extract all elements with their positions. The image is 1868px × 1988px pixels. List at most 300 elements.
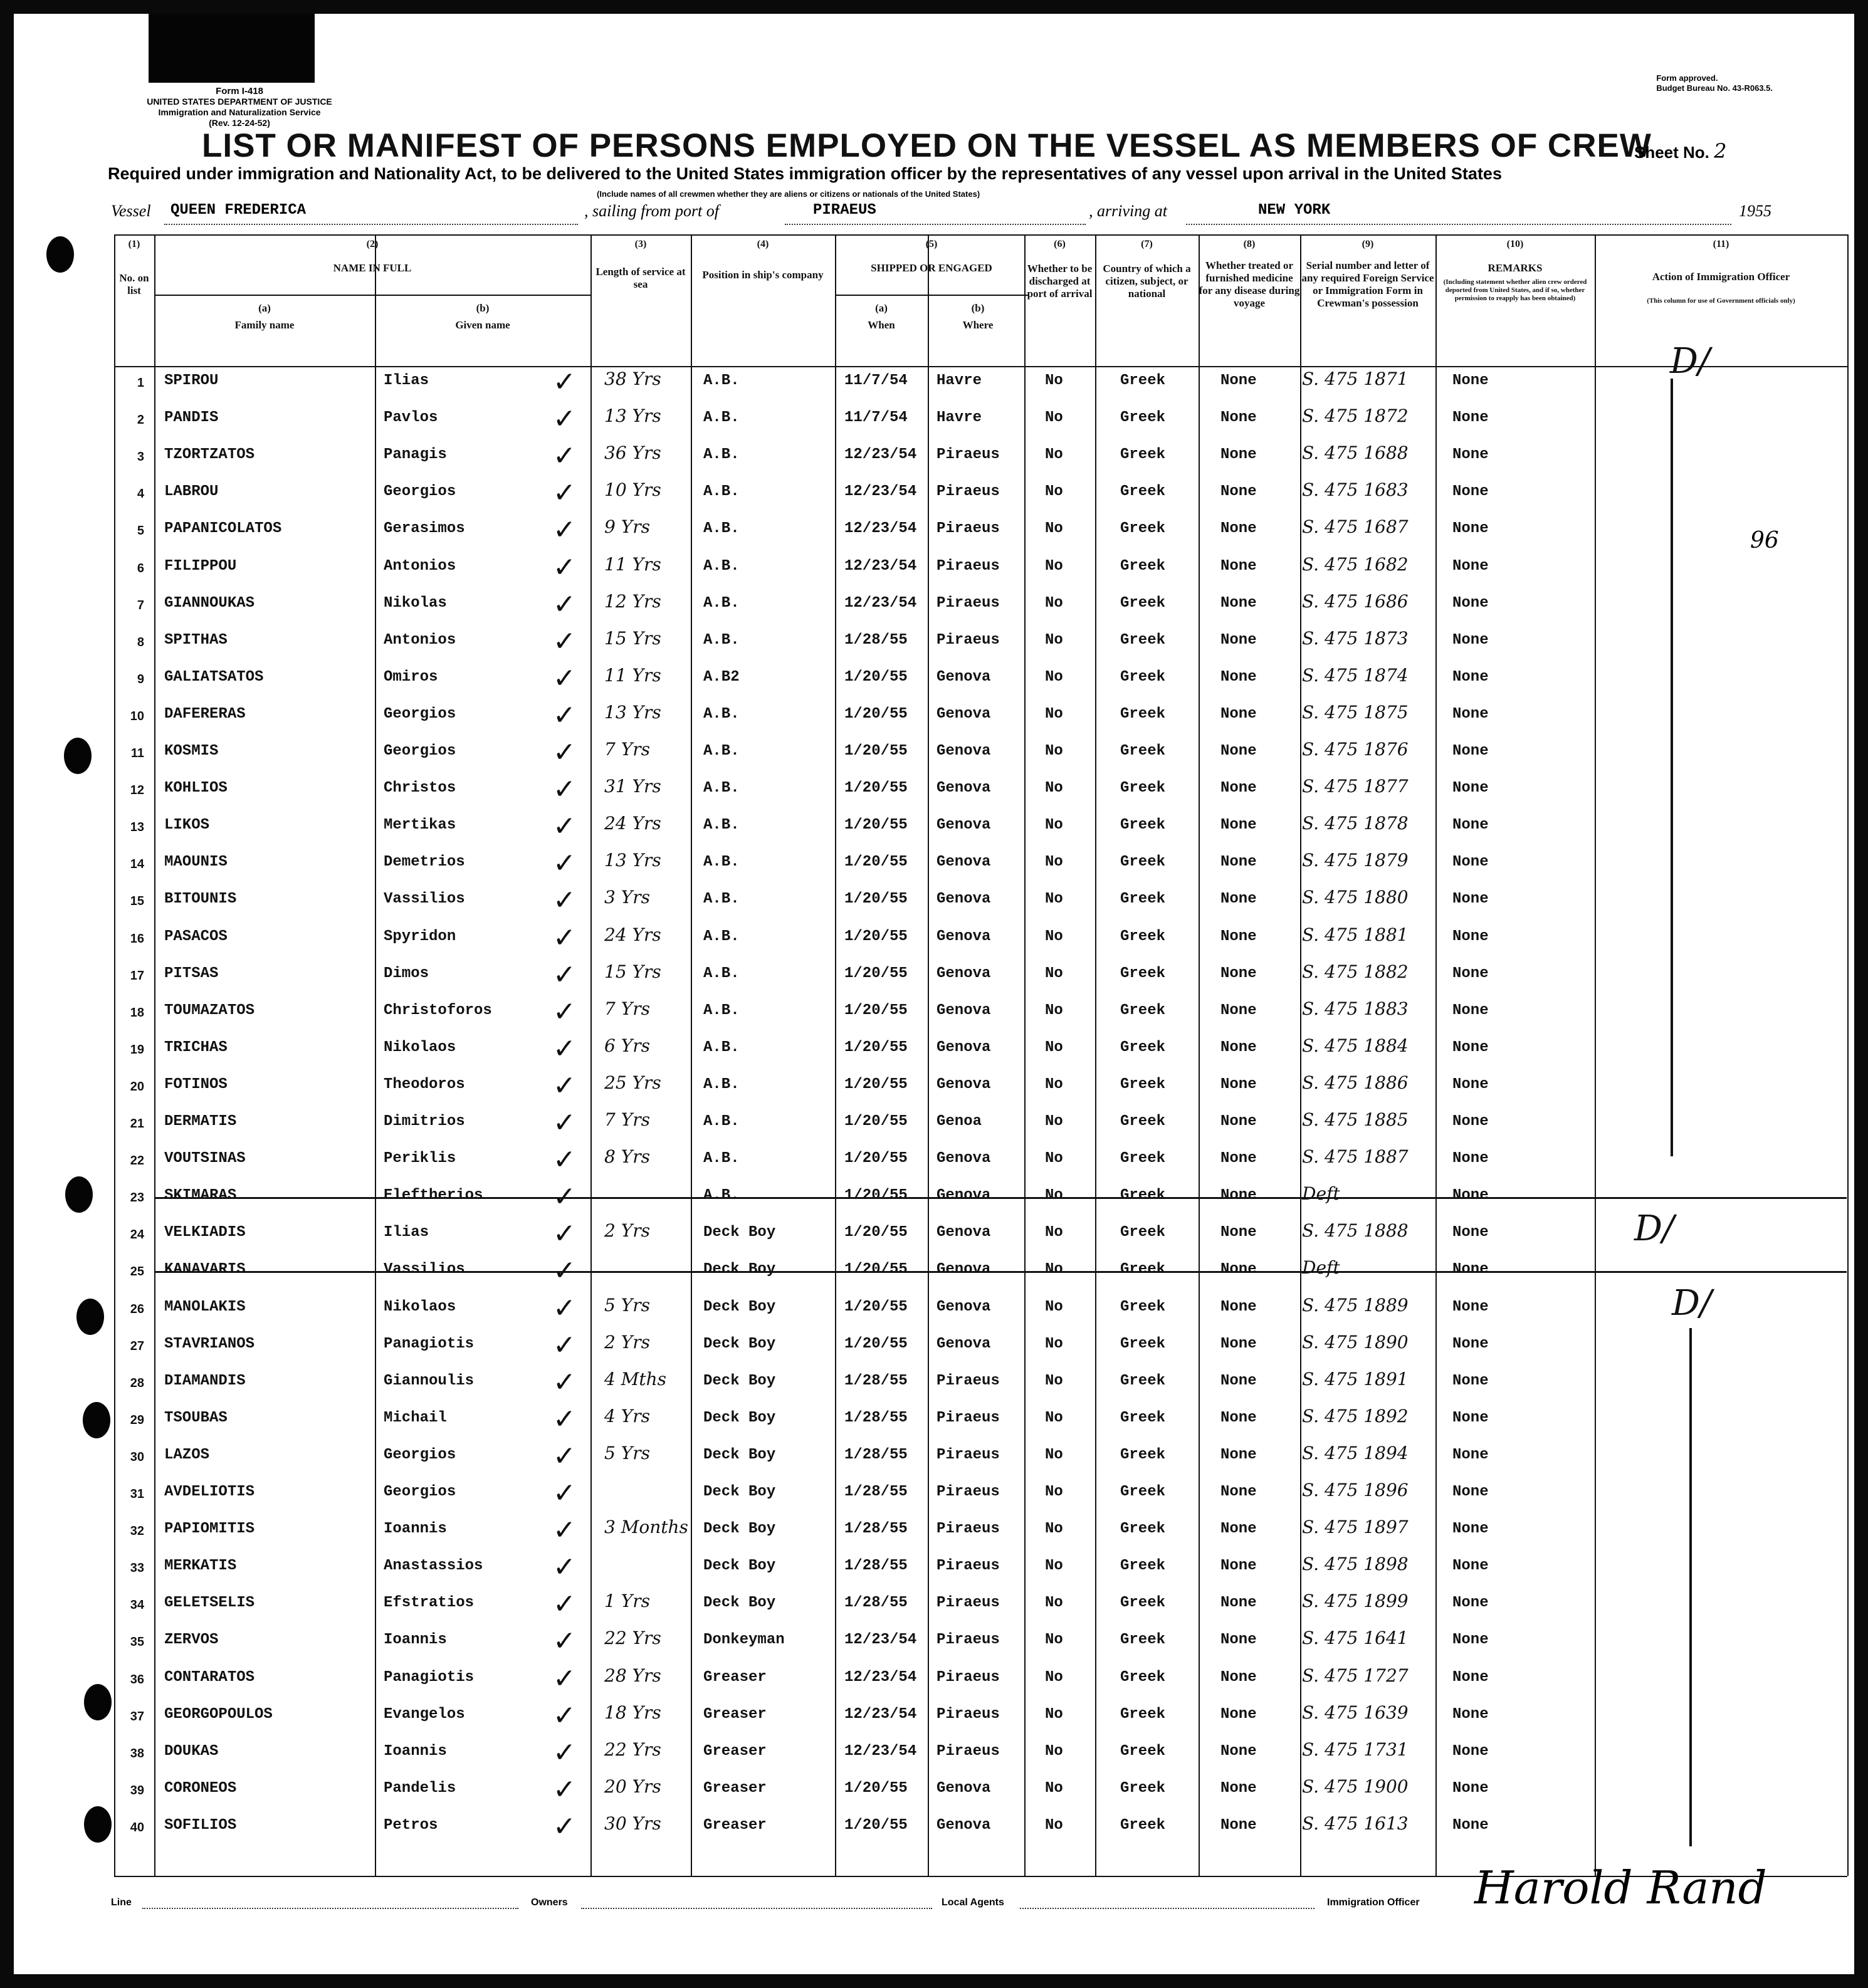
medicine: None <box>1220 557 1257 575</box>
check-mark: ✓ <box>553 773 576 806</box>
footer-line-1 <box>142 1908 518 1909</box>
shipped-where: Havre <box>937 372 982 389</box>
punch-hole <box>64 738 92 774</box>
given-name: Georgios <box>384 705 456 723</box>
shipped-when: 1/20/55 <box>844 1150 908 1168</box>
shipped-when: 1/20/55 <box>844 743 908 760</box>
shipped-where: Genova <box>937 1335 991 1352</box>
shipped-where: Piraeus <box>937 1668 1000 1686</box>
row-number: 12 <box>130 783 144 798</box>
family-name: MAOUNIS <box>164 854 228 871</box>
medicine: None <box>1220 372 1257 389</box>
footer-officer-label: Immigration Officer <box>1327 1897 1420 1908</box>
shipped-where: Genoa <box>937 1113 982 1130</box>
discharge: No <box>1045 1705 1063 1723</box>
check-mark: ✓ <box>553 1773 576 1806</box>
discharge: No <box>1045 1446 1063 1463</box>
country: Greek <box>1120 409 1166 427</box>
service-length: 18 Yrs <box>604 1702 661 1723</box>
serial-number: S. 475 1878 <box>1302 813 1409 834</box>
remarks: None <box>1452 409 1489 427</box>
check-mark: ✓ <box>553 847 576 880</box>
check-mark: ✓ <box>553 1699 576 1732</box>
check-mark: ✓ <box>553 1403 576 1435</box>
given-name: Omiros <box>384 668 438 686</box>
family-name: FILIPPOU <box>164 557 237 575</box>
service-length: 36 Yrs <box>604 442 661 464</box>
check-mark: ✓ <box>553 736 576 768</box>
shipped-where: Genova <box>937 1150 991 1168</box>
family-name: LAZOS <box>164 1446 210 1463</box>
country: Greek <box>1120 1668 1166 1686</box>
serial-number: S. 475 1887 <box>1302 1146 1409 1168</box>
footer-line-label: Line <box>111 1897 132 1908</box>
family-name: GELETSELIS <box>164 1594 255 1612</box>
service-length: 4 Yrs <box>604 1405 650 1426</box>
given-name: Spyridon <box>384 928 456 945</box>
medicine: None <box>1220 483 1257 501</box>
country: Greek <box>1120 1631 1166 1649</box>
family-name: PAPANICOLATOS <box>164 520 282 538</box>
medicine: None <box>1220 1742 1257 1760</box>
row-number: 23 <box>130 1191 144 1205</box>
family-name: TZORTZATOS <box>164 446 255 464</box>
remarks: None <box>1452 372 1489 389</box>
given-name: Theodoros <box>384 1075 465 1093</box>
serial-number: S. 475 1683 <box>1302 479 1409 501</box>
given-name: Eleftherios <box>384 1187 483 1205</box>
remarks: None <box>1452 1594 1489 1612</box>
shipped-when: 1/20/55 <box>844 1779 908 1797</box>
remarks: None <box>1452 1038 1489 1056</box>
row-number: 38 <box>130 1746 144 1760</box>
remarks: None <box>1452 1002 1489 1019</box>
shipped-where: Genova <box>937 928 991 945</box>
position: Deck Boy <box>703 1372 776 1389</box>
country: Greek <box>1120 1298 1166 1316</box>
given-name: Antonios <box>384 631 456 649</box>
column-divider <box>928 234 929 1876</box>
column-divider <box>154 234 155 1876</box>
remarks: None <box>1452 446 1489 464</box>
vessel-underline <box>164 224 578 225</box>
service-length: 13 Yrs <box>604 405 661 427</box>
country: Greek <box>1120 1335 1166 1352</box>
family-name: VELKIADIS <box>164 1224 246 1242</box>
serial-number: S. 475 1892 <box>1302 1405 1409 1426</box>
remarks: None <box>1452 1705 1489 1723</box>
serial-number: S. 475 1727 <box>1302 1665 1409 1686</box>
discharge: No <box>1045 1483 1063 1500</box>
family-name: SKIMARAS <box>164 1187 237 1205</box>
family-name: KANAVARIS <box>164 1261 246 1279</box>
family-name: DERMATIS <box>164 1113 237 1130</box>
shipped-where: Piraeus <box>937 1705 1000 1723</box>
shipped-when: 1/28/55 <box>844 1520 908 1538</box>
discharge: No <box>1045 409 1063 427</box>
shipped-when: 1/20/55 <box>844 780 908 797</box>
row-number: 19 <box>130 1042 144 1057</box>
check-mark: ✓ <box>553 1144 576 1176</box>
given-name: Christos <box>384 780 456 797</box>
family-name: ZERVOS <box>164 1631 219 1649</box>
service-length: 4 Mths <box>604 1368 667 1389</box>
country: Greek <box>1120 1113 1166 1130</box>
shipped-when: 1/20/55 <box>844 891 908 908</box>
serial-number: S. 475 1687 <box>1302 516 1409 538</box>
shipped-when: 1/20/55 <box>844 1113 908 1130</box>
position: Deck Boy <box>703 1224 776 1242</box>
serial-number: S. 475 1891 <box>1302 1368 1409 1389</box>
family-name: STAVRIANOS <box>164 1335 255 1352</box>
serial-number: S. 475 1874 <box>1302 664 1409 686</box>
punch-hole <box>46 236 74 273</box>
shipped-when: 1/28/55 <box>844 1557 908 1575</box>
family-name: DOUKAS <box>164 1742 219 1760</box>
column-header: (b) <box>971 302 985 314</box>
row-number: 30 <box>130 1450 144 1464</box>
shipped-where: Piraeus <box>937 1520 1000 1538</box>
medicine: None <box>1220 1038 1257 1056</box>
position: Deck Boy <box>703 1594 776 1612</box>
year: 1955 <box>1739 202 1771 220</box>
position: A.B. <box>703 705 740 723</box>
shipped-where: Genova <box>937 743 991 760</box>
shipped-when: 1/20/55 <box>844 1816 908 1834</box>
check-mark: ✓ <box>553 1329 576 1361</box>
given-name: Nikolaos <box>384 1038 456 1056</box>
shipped-where: Piraeus <box>937 1483 1000 1500</box>
check-mark: ✓ <box>553 1292 576 1324</box>
check-mark: ✓ <box>553 1181 576 1213</box>
row-number: 10 <box>130 709 144 723</box>
service-length: 11 Yrs <box>604 553 661 575</box>
medicine: None <box>1220 1520 1257 1538</box>
family-name: LIKOS <box>164 817 210 834</box>
given-name: Ioannis <box>384 1520 447 1538</box>
family-name: VOUTSINAS <box>164 1150 246 1168</box>
footer-line-3 <box>1020 1908 1314 1909</box>
given-name: Michail <box>384 1409 447 1426</box>
serial-number: Deft <box>1302 1183 1340 1205</box>
check-mark: ✓ <box>553 1107 576 1139</box>
shipped-when: 11/7/54 <box>844 409 908 427</box>
shipped-where: Genova <box>937 1038 991 1056</box>
remarks: None <box>1452 631 1489 649</box>
action-mark: D/ <box>1634 1208 1674 1250</box>
serial-number: S. 475 1883 <box>1302 998 1409 1019</box>
shipped-where: Genova <box>937 705 991 723</box>
column-header: (1) <box>128 239 140 249</box>
shipped-when: 1/28/55 <box>844 1483 908 1500</box>
row-number: 32 <box>130 1524 144 1539</box>
column-header: (6) <box>1054 239 1066 249</box>
given-name: Georgios <box>384 743 456 760</box>
shipped-where: Genova <box>937 1002 991 1019</box>
serial-number: S. 475 1888 <box>1302 1220 1409 1242</box>
check-mark: ✓ <box>553 366 576 398</box>
service-length: 3 Yrs <box>604 887 650 908</box>
discharge: No <box>1045 1816 1063 1834</box>
discharge: No <box>1045 1631 1063 1649</box>
given-name: Georgios <box>384 1446 456 1463</box>
country: Greek <box>1120 1261 1166 1279</box>
medicine: None <box>1220 1483 1257 1500</box>
country: Greek <box>1120 780 1166 797</box>
remarks: None <box>1452 1631 1489 1649</box>
shipped-when: 1/28/55 <box>844 631 908 649</box>
remarks: None <box>1452 520 1489 538</box>
medicine: None <box>1220 1298 1257 1316</box>
position: A.B. <box>703 1187 740 1205</box>
medicine: None <box>1220 1816 1257 1834</box>
remarks: None <box>1452 483 1489 501</box>
position: A.B. <box>703 557 740 575</box>
column-header: Action of Immigration Officer <box>1652 271 1790 283</box>
remarks: None <box>1452 891 1489 908</box>
country: Greek <box>1120 1742 1166 1760</box>
remarks: None <box>1452 1446 1489 1463</box>
remarks: None <box>1452 780 1489 797</box>
column-divider <box>835 234 836 1876</box>
discharge: No <box>1045 1372 1063 1389</box>
form-info <box>102 86 377 128</box>
given-name: Giannoulis <box>384 1372 475 1389</box>
discharge: No <box>1045 446 1063 464</box>
vessel-label: Vessel <box>111 202 151 220</box>
serial-number: S. 475 1871 <box>1302 369 1409 389</box>
discharge: No <box>1045 1668 1063 1686</box>
row-number: 15 <box>130 894 144 909</box>
given-name: Pandelis <box>384 1779 456 1797</box>
column-header: (8) <box>1243 239 1256 249</box>
shipped-when: 12/23/54 <box>844 1631 917 1649</box>
position: A.B. <box>703 594 740 612</box>
row-number: 40 <box>130 1820 144 1834</box>
family-name: TRICHAS <box>164 1038 228 1056</box>
shipped-when: 1/28/55 <box>844 1594 908 1612</box>
row-number: 34 <box>130 1598 144 1613</box>
service-length: 7 Yrs <box>604 1109 650 1130</box>
remarks: None <box>1452 668 1489 686</box>
position: A.B. <box>703 965 740 982</box>
row-number: 26 <box>130 1302 144 1316</box>
discharge: No <box>1045 1779 1063 1797</box>
shipped-where: Piraeus <box>937 1594 1000 1612</box>
column-header: Whether to be discharged at port of arrival <box>1027 263 1093 300</box>
column-header: (9) <box>1362 239 1374 249</box>
service-length: 31 Yrs <box>604 776 661 797</box>
country: Greek <box>1120 891 1166 908</box>
column-divider <box>1435 234 1437 1876</box>
service-length: 13 Yrs <box>604 701 661 723</box>
service: Immigration and Naturalization Service <box>158 107 321 117</box>
check-mark: ✓ <box>553 440 576 473</box>
column-header: Country of which a citizen, subject, or national <box>1103 263 1191 300</box>
position: Greaser <box>703 1705 767 1723</box>
row-number: 35 <box>130 1635 144 1650</box>
position: A.B. <box>703 854 740 871</box>
check-mark: ✓ <box>553 1514 576 1547</box>
given-name: Panagis <box>384 446 447 464</box>
country: Greek <box>1120 631 1166 649</box>
serial-number: S. 475 1889 <box>1302 1294 1409 1316</box>
position: A.B. <box>703 817 740 834</box>
row-number: 18 <box>130 1005 144 1020</box>
check-mark: ✓ <box>553 1255 576 1287</box>
country: Greek <box>1120 1779 1166 1797</box>
family-name: PAPIOMITIS <box>164 1520 255 1538</box>
remarks: None <box>1452 1187 1489 1205</box>
country: Greek <box>1120 1409 1166 1426</box>
shipped-where: Genova <box>937 1187 991 1205</box>
redaction-mark <box>149 14 315 83</box>
stamp-96: 96 <box>1750 528 1779 553</box>
check-mark: ✓ <box>553 1069 576 1102</box>
position: Greaser <box>703 1742 767 1760</box>
discharge: No <box>1045 1113 1063 1130</box>
table-top-border <box>114 234 1847 236</box>
remarks: None <box>1452 1668 1489 1686</box>
medicine: None <box>1220 1113 1257 1130</box>
position: Donkeyman <box>703 1631 785 1649</box>
remarks: None <box>1452 1298 1489 1316</box>
service-length: 20 Yrs <box>604 1776 661 1797</box>
discharge: No <box>1045 668 1063 686</box>
footer-owners-label: Owners <box>531 1897 568 1908</box>
country: Greek <box>1120 520 1166 538</box>
serial-number: S. 475 1897 <box>1302 1517 1409 1538</box>
family-name: CORONEOS <box>164 1779 237 1797</box>
check-mark: ✓ <box>553 1366 576 1398</box>
column-header: Position in ship's company <box>702 269 824 281</box>
column-header: Where <box>962 319 994 331</box>
shipped-where: Genova <box>937 854 991 871</box>
family-name: GIANNOUKAS <box>164 594 255 612</box>
given-name: Georgios <box>384 483 456 501</box>
given-name: Dimitrios <box>384 1113 465 1130</box>
family-name: MANOLAKIS <box>164 1298 246 1316</box>
punch-hole <box>65 1176 93 1213</box>
family-name: SPIROU <box>164 372 219 389</box>
position: Greaser <box>703 1668 767 1686</box>
serial-number: S. 475 1884 <box>1302 1035 1409 1056</box>
family-name: MERKATIS <box>164 1557 237 1575</box>
remarks: None <box>1452 1557 1489 1575</box>
given-name: Antonios <box>384 557 456 575</box>
service-length: 8 Yrs <box>604 1146 650 1168</box>
punch-hole <box>76 1299 104 1335</box>
column-header: SHIPPED OR ENGAGED <box>871 262 992 274</box>
family-name: SPITHAS <box>164 631 228 649</box>
position: Greaser <box>703 1779 767 1797</box>
budget-note <box>1656 73 1773 93</box>
country: Greek <box>1120 705 1166 723</box>
service-length: 15 Yrs <box>604 961 661 982</box>
column-header: No. on list <box>119 272 149 296</box>
remarks: None <box>1452 594 1489 612</box>
serial-number: S. 475 1890 <box>1302 1331 1409 1352</box>
given-name: Vassilios <box>384 891 465 908</box>
country: Greek <box>1120 1002 1166 1019</box>
serial-number: S. 475 1900 <box>1302 1776 1409 1797</box>
discharge: No <box>1045 1261 1063 1279</box>
row-number: 11 <box>130 746 144 760</box>
remarks: None <box>1452 1113 1489 1130</box>
shipped-where: Genova <box>937 965 991 982</box>
discharge: No <box>1045 557 1063 575</box>
discharge: No <box>1045 1557 1063 1575</box>
family-name: PITSAS <box>164 965 219 982</box>
column-divider <box>1300 234 1301 1876</box>
column-divider <box>375 234 376 1876</box>
sheet-value: 2 <box>1714 139 1727 163</box>
country: Greek <box>1120 372 1166 389</box>
family-name: PASACOS <box>164 928 228 945</box>
column-header: Length of service at sea <box>596 266 686 290</box>
action-bracket <box>1689 1328 1692 1846</box>
service-length: 22 Yrs <box>604 1739 661 1760</box>
sailing-label: , sailing from port of <box>584 202 720 220</box>
position: A.B. <box>703 928 740 945</box>
shipped-when: 12/23/54 <box>844 1668 917 1686</box>
medicine: None <box>1220 891 1257 908</box>
row-number: 24 <box>130 1228 144 1242</box>
header-subdivider <box>835 295 1028 296</box>
sheet-label: Sheet No. <box>1634 143 1709 162</box>
service-length: 12 Yrs <box>604 590 661 612</box>
discharge: No <box>1045 1520 1063 1538</box>
column-header: Whether treated or furnished medicine for any disease during voyage <box>1199 259 1300 309</box>
serial-number: S. 475 1885 <box>1302 1109 1409 1130</box>
remarks: None <box>1452 1816 1489 1834</box>
remarks: None <box>1452 817 1489 834</box>
medicine: None <box>1220 594 1257 612</box>
row-number: 8 <box>137 635 144 649</box>
shipped-when: 1/28/55 <box>844 1372 908 1389</box>
check-mark: ✓ <box>553 995 576 1028</box>
discharge: No <box>1045 928 1063 945</box>
discharge: No <box>1045 891 1063 908</box>
discharge: No <box>1045 817 1063 834</box>
row-number: 14 <box>130 857 144 872</box>
page-title: LIST OR MANIFEST OF PERSONS EMPLOYED ON THE VESSEL AS MEMBERS OF CREW <box>202 127 1652 164</box>
footer-agents-label: Local Agents <box>942 1897 1004 1908</box>
shipped-when: 1/20/55 <box>844 1038 908 1056</box>
remarks: None <box>1452 1520 1489 1538</box>
given-name: Gerasimos <box>384 520 465 538</box>
row-number: 1 <box>137 376 144 390</box>
position: A.B. <box>703 372 740 389</box>
family-name: DAFERERAS <box>164 705 246 723</box>
medicine: None <box>1220 1705 1257 1723</box>
family-name: GEORGOPOULOS <box>164 1705 273 1723</box>
service-length: 13 Yrs <box>604 850 661 871</box>
column-header: (7) <box>1141 239 1153 249</box>
check-mark: ✓ <box>553 810 576 843</box>
action-mark: D/ <box>1672 1282 1712 1324</box>
shipped-where: Genova <box>937 1816 991 1834</box>
row-number: 5 <box>137 524 144 538</box>
column-header: Family name <box>234 319 295 331</box>
given-name: Ioannis <box>384 1742 447 1760</box>
position: A.B. <box>703 483 740 501</box>
header-bottom <box>114 366 1847 367</box>
row-number: 33 <box>130 1561 144 1576</box>
discharge: No <box>1045 965 1063 982</box>
shipped-when: 1/20/55 <box>844 965 908 982</box>
subtitle: Required under immigration and Nationality Act, to be delivered to the United States immigration officer by the representatives of any vessel upon arrival in the United States <box>108 164 1502 183</box>
